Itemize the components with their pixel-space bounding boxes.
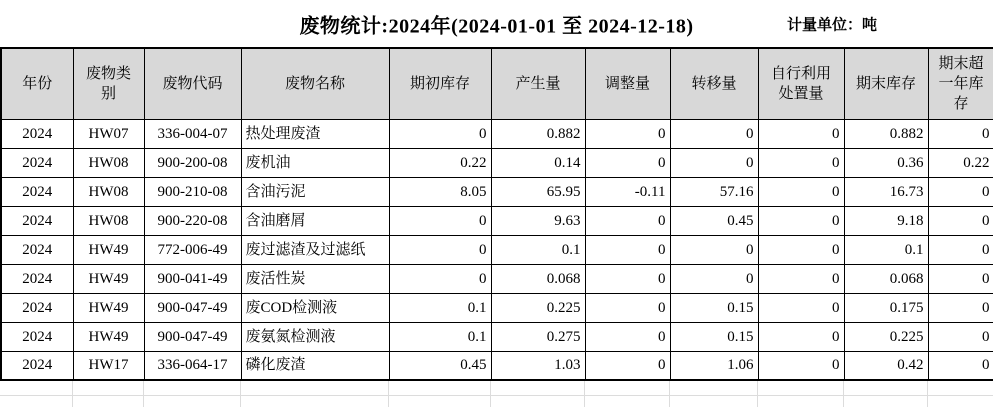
table-cell[interactable]: 0 xyxy=(758,351,844,380)
waste-stats-table xyxy=(0,47,993,381)
table-cell[interactable]: 废过滤渣及过滤纸 xyxy=(241,235,389,264)
empty-grid-cell[interactable] xyxy=(143,381,240,395)
table-cell[interactable]: HW08 xyxy=(73,148,144,177)
empty-grid-cell[interactable] xyxy=(388,395,490,407)
table-cell[interactable]: 2024 xyxy=(1,351,73,380)
table-cell[interactable]: 900-210-08 xyxy=(144,177,241,206)
table-cell[interactable]: HW49 xyxy=(73,264,144,293)
table-cell[interactable]: 0.15 xyxy=(670,322,758,351)
empty-grid-cell[interactable] xyxy=(757,395,843,407)
table-cell[interactable]: 2024 xyxy=(1,206,73,235)
table-cell[interactable]: 0 xyxy=(585,293,670,322)
table-cell[interactable]: 0.068 xyxy=(491,264,585,293)
table-cell[interactable]: 0 xyxy=(389,119,491,148)
table-cell[interactable]: 900-200-08 xyxy=(144,148,241,177)
column-header-cell[interactable]: 产生量 xyxy=(491,48,585,119)
table-cell[interactable]: 57.16 xyxy=(670,177,758,206)
table-cell[interactable]: 0.45 xyxy=(389,351,491,380)
empty-grid-cell[interactable] xyxy=(843,395,927,407)
table-cell[interactable]: 0 xyxy=(585,148,670,177)
empty-grid-cell[interactable] xyxy=(669,395,757,407)
table-cell[interactable]: HW49 xyxy=(73,322,144,351)
table-cell[interactable]: 0.1 xyxy=(844,235,928,264)
table-cell[interactable]: 0 xyxy=(758,264,844,293)
table-cell[interactable]: 2024 xyxy=(1,119,73,148)
table-cell[interactable]: 1.03 xyxy=(491,351,585,380)
table-cell[interactable]: HW08 xyxy=(73,206,144,235)
table-cell[interactable]: 16.73 xyxy=(844,177,928,206)
table-cell[interactable]: 含油磨屑 xyxy=(241,206,389,235)
table-row xyxy=(1,235,993,264)
table-cell[interactable]: 0 xyxy=(389,206,491,235)
table-cell[interactable]: 900-047-49 xyxy=(144,322,241,351)
table-cell[interactable]: 0 xyxy=(670,264,758,293)
table-row xyxy=(1,119,993,148)
table-cell[interactable]: -0.11 xyxy=(585,177,670,206)
table-cell[interactable]: 含油污泥 xyxy=(241,177,389,206)
column-header-cell[interactable]: 期末超一年库存 xyxy=(928,48,993,119)
table-cell[interactable]: 0.36 xyxy=(844,148,928,177)
table-cell[interactable]: 0.882 xyxy=(491,119,585,148)
column-header-cell[interactable]: 年份 xyxy=(1,48,73,119)
column-header-cell[interactable]: 期初库存 xyxy=(389,48,491,119)
empty-grid-cell[interactable] xyxy=(0,395,72,407)
table-cell[interactable]: 0.1 xyxy=(389,322,491,351)
table-cell[interactable]: 2024 xyxy=(1,322,73,351)
empty-grid-cell[interactable] xyxy=(490,395,584,407)
table-cell[interactable]: 900-047-49 xyxy=(144,293,241,322)
empty-grid-cell[interactable] xyxy=(927,395,993,407)
table-cell[interactable]: HW17 xyxy=(73,351,144,380)
empty-grid-cell[interactable] xyxy=(0,381,72,395)
empty-grid-cell[interactable] xyxy=(584,395,669,407)
column-header-cell[interactable]: 转移量 xyxy=(670,48,758,119)
table-cell[interactable]: 0 xyxy=(585,235,670,264)
table-cell[interactable]: 336-004-07 xyxy=(144,119,241,148)
table-cell[interactable]: 0.22 xyxy=(928,148,993,177)
table-cell[interactable]: 0.068 xyxy=(844,264,928,293)
table-cell[interactable]: 2024 xyxy=(1,177,73,206)
title-bar xyxy=(0,0,993,47)
unit-label: 计量单位：吨 xyxy=(787,17,878,33)
empty-grid-cell[interactable] xyxy=(72,395,143,407)
table-cell[interactable]: 0 xyxy=(928,206,993,235)
table-row xyxy=(1,351,993,380)
empty-grid-row xyxy=(0,381,993,395)
table-cell[interactable]: 772-006-49 xyxy=(144,235,241,264)
table-cell[interactable]: 9.18 xyxy=(844,206,928,235)
table-cell[interactable]: 9.63 xyxy=(491,206,585,235)
table-cell[interactable]: 0.275 xyxy=(491,322,585,351)
table-cell[interactable]: 8.05 xyxy=(389,177,491,206)
table-cell[interactable]: 2024 xyxy=(1,264,73,293)
table-cell[interactable]: 0.225 xyxy=(844,322,928,351)
table-row xyxy=(1,177,993,206)
column-header-cell[interactable]: 废物代码 xyxy=(144,48,241,119)
table-row xyxy=(1,148,993,177)
table-cell[interactable]: 2024 xyxy=(1,148,73,177)
table-cell[interactable]: 0 xyxy=(670,148,758,177)
table-cell[interactable]: 0 xyxy=(758,293,844,322)
table-cell[interactable]: 1.06 xyxy=(670,351,758,380)
table-cell[interactable]: 0 xyxy=(389,235,491,264)
table-cell[interactable]: HW08 xyxy=(73,177,144,206)
empty-grid-cell[interactable] xyxy=(240,381,388,395)
table-cell[interactable]: 0 xyxy=(585,119,670,148)
table-cell[interactable]: 废活性炭 xyxy=(241,264,389,293)
column-header-cell[interactable]: 期末库存 xyxy=(844,48,928,119)
empty-grid-cell[interactable] xyxy=(240,395,388,407)
table-cell[interactable]: HW07 xyxy=(73,119,144,148)
empty-grid-cell[interactable] xyxy=(669,381,757,395)
table-cell[interactable]: 900-220-08 xyxy=(144,206,241,235)
table-cell[interactable]: 磷化废渣 xyxy=(241,351,389,380)
table-cell[interactable]: 900-041-49 xyxy=(144,264,241,293)
table-cell[interactable]: 0 xyxy=(758,322,844,351)
table-cell[interactable]: 0.14 xyxy=(491,148,585,177)
table-cell[interactable]: HW49 xyxy=(73,235,144,264)
table-row xyxy=(1,322,993,351)
empty-grid-cell[interactable] xyxy=(843,381,927,395)
report-title: 废物统计:2024年(2024-01-01 至 2024-12-18) xyxy=(299,15,694,37)
table-cell[interactable]: 0 xyxy=(758,177,844,206)
table-cell[interactable]: 0 xyxy=(928,235,993,264)
table-cell[interactable]: 废氨氮检测液 xyxy=(241,322,389,351)
column-header-cell[interactable]: 废物类别 xyxy=(73,48,144,119)
empty-grid-cell[interactable] xyxy=(584,381,669,395)
table-cell[interactable]: 0.1 xyxy=(389,293,491,322)
table-cell[interactable]: 0.15 xyxy=(670,293,758,322)
empty-grid-cell[interactable] xyxy=(490,381,584,395)
table-cell[interactable]: 65.95 xyxy=(491,177,585,206)
table-cell[interactable]: 0 xyxy=(585,206,670,235)
table-cell[interactable]: 0.1 xyxy=(491,235,585,264)
table-row xyxy=(1,206,993,235)
table-cell[interactable]: 0 xyxy=(928,351,993,380)
column-header-cell[interactable]: 调整量 xyxy=(585,48,670,119)
table-cell[interactable]: 0 xyxy=(585,264,670,293)
table-cell[interactable]: 热处理废渣 xyxy=(241,119,389,148)
empty-grid-cell[interactable] xyxy=(143,395,240,407)
table-cell[interactable]: 0 xyxy=(928,119,993,148)
table-cell[interactable]: 0 xyxy=(758,235,844,264)
table-cell[interactable]: 0.175 xyxy=(844,293,928,322)
table-cell[interactable]: 0 xyxy=(585,322,670,351)
table-cell[interactable]: 0 xyxy=(758,119,844,148)
table-cell[interactable]: 0 xyxy=(670,119,758,148)
empty-grid-cell[interactable] xyxy=(72,381,143,395)
table-cell[interactable]: 0 xyxy=(389,264,491,293)
table-cell[interactable]: 336-064-17 xyxy=(144,351,241,380)
table-cell[interactable]: 0.225 xyxy=(491,293,585,322)
table-cell[interactable]: 0.22 xyxy=(389,148,491,177)
table-cell[interactable]: 0 xyxy=(758,206,844,235)
table-cell[interactable]: 废COD检测液 xyxy=(241,293,389,322)
table-cell[interactable]: 0 xyxy=(928,293,993,322)
table-cell[interactable]: 0.42 xyxy=(844,351,928,380)
table-cell[interactable]: 废机油 xyxy=(241,148,389,177)
empty-grid-cell[interactable] xyxy=(757,381,843,395)
table-cell[interactable]: 0 xyxy=(928,322,993,351)
table-row xyxy=(1,293,993,322)
table-cell[interactable]: 2024 xyxy=(1,235,73,264)
table-cell[interactable]: 2024 xyxy=(1,293,73,322)
empty-grid xyxy=(0,381,993,407)
table-cell[interactable]: 0 xyxy=(670,235,758,264)
table-row xyxy=(1,264,993,293)
header-row xyxy=(1,48,993,119)
table-cell[interactable]: 0 xyxy=(928,264,993,293)
column-header-cell[interactable]: 废物名称 xyxy=(241,48,389,119)
table-cell[interactable]: HW49 xyxy=(73,293,144,322)
table-cell[interactable]: 0.882 xyxy=(844,119,928,148)
empty-grid-area xyxy=(0,381,993,407)
column-header-cell[interactable]: 自行利用处置量 xyxy=(758,48,844,119)
table-cell[interactable]: 0 xyxy=(585,351,670,380)
table-cell[interactable]: 0 xyxy=(928,177,993,206)
empty-grid-row xyxy=(0,395,993,407)
table-cell[interactable]: 0.45 xyxy=(670,206,758,235)
table-cell[interactable]: 0 xyxy=(758,148,844,177)
empty-grid-cell[interactable] xyxy=(927,381,993,395)
empty-grid-cell[interactable] xyxy=(388,381,490,395)
